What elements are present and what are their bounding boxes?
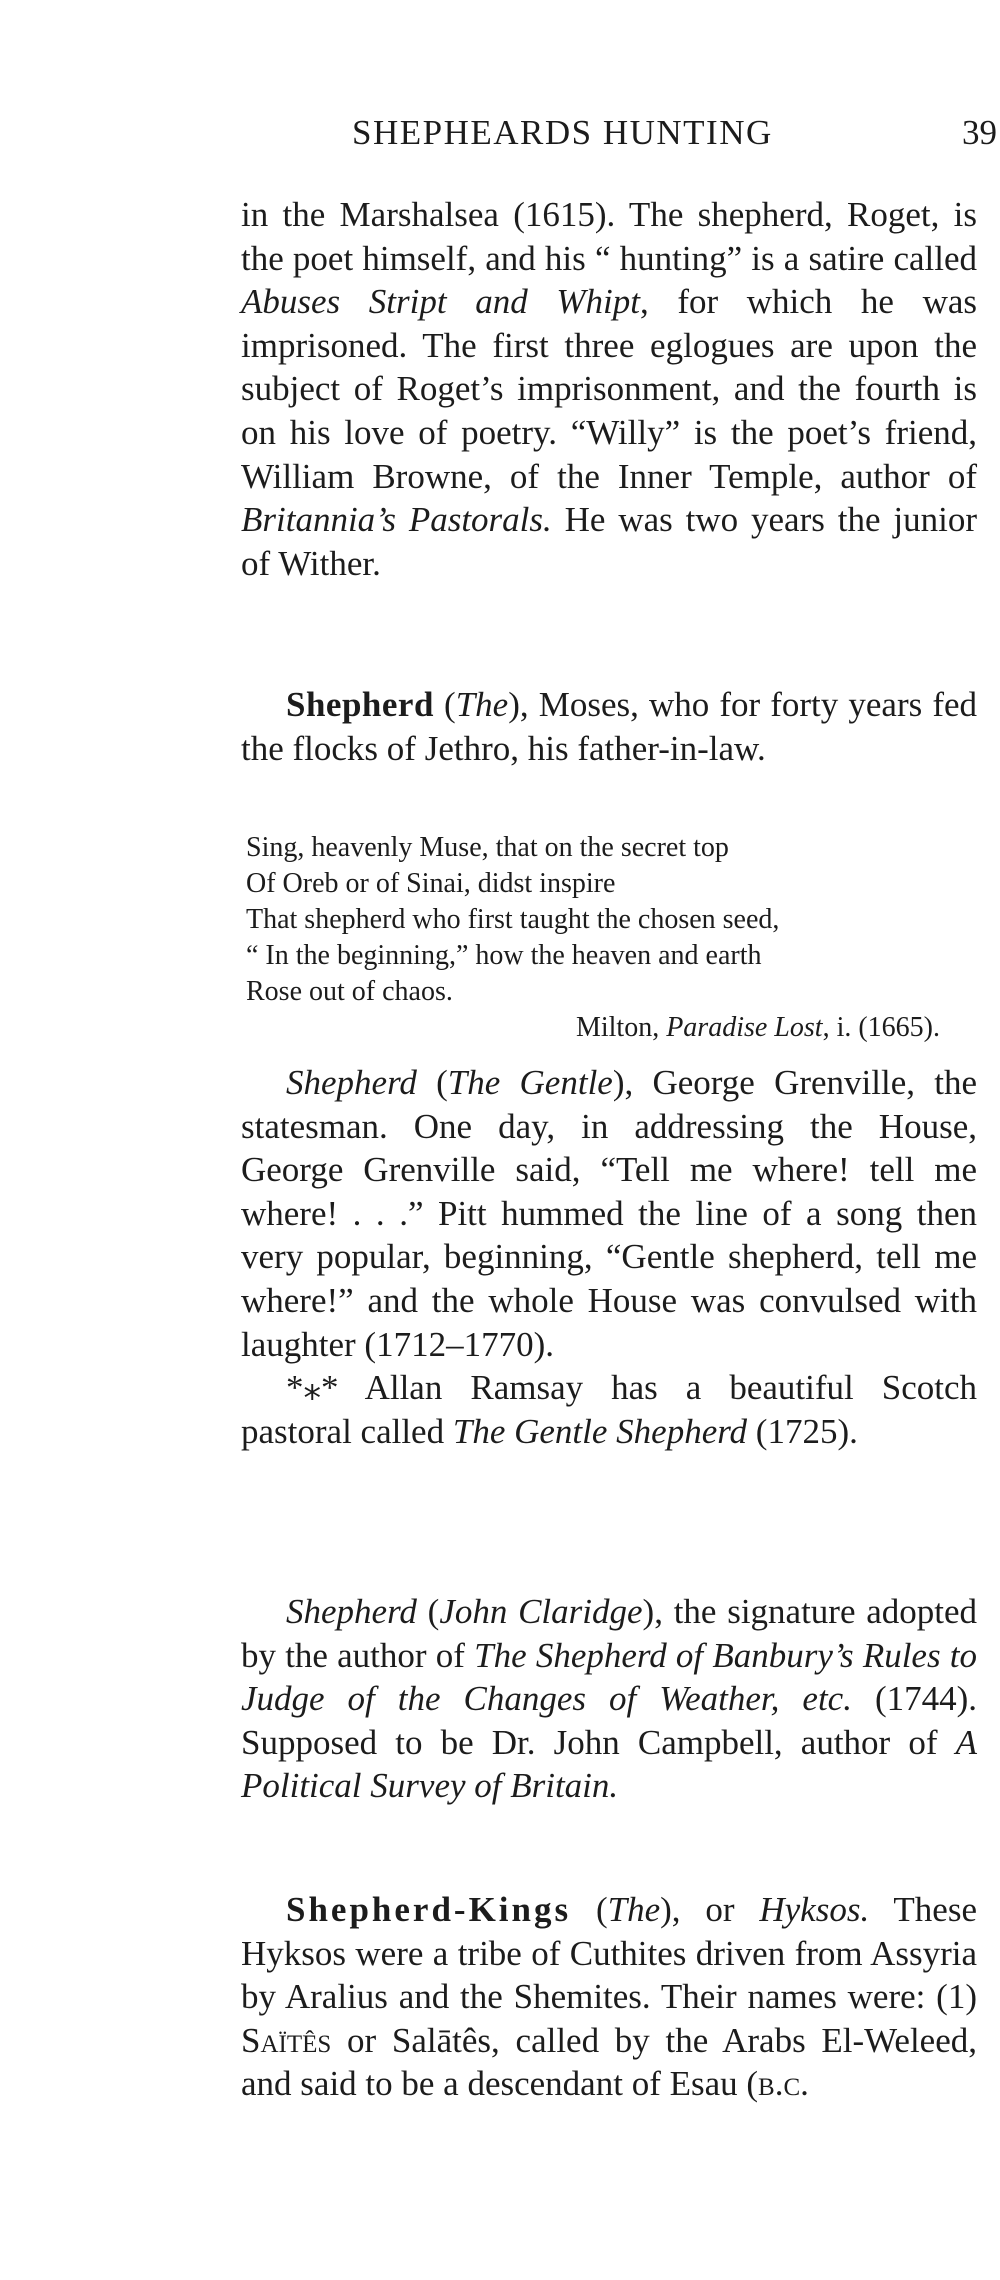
verse-line: “ In the beginning,” how the heaven and earth <box>246 940 762 971</box>
punct: ( <box>416 1063 448 1102</box>
body-text: , for which he was imprisoned. The first three eglogues are upon the subject of Roget’s imprisonment, and the fourth is on his love of poetry. “Willy” is the poet’s friend, William Browne, of the Inner Temple, author of <box>241 282 977 496</box>
king-name: Saïtês <box>241 2020 332 2060</box>
entry-continuation <box>241 193 977 585</box>
definition-text: ), or <box>660 1890 760 1929</box>
definition-text: (1744). Supposed to be Dr. John Campbell, author of <box>241 1679 977 1762</box>
note-text: Allan Ramsay has a beautiful Scotch pastoral called <box>241 1368 977 1451</box>
body-text: in the Marshalsea (1615). The shepherd, Roget, is the poet himself, and his “ hunting” is a satire called <box>241 195 977 278</box>
verse-line: That shepherd who first taught the chosen seed, <box>246 904 780 935</box>
attribution-work: Paradise Lost <box>666 1012 823 1043</box>
note-text: (1725). <box>747 1411 858 1451</box>
running-head-title: SHEPHEARDS HUNTING <box>352 113 773 152</box>
punct: ), <box>642 1592 674 1631</box>
verse-line: Sing, heavenly Muse, that on the secret top <box>246 832 729 863</box>
punct: ), <box>612 1063 653 1102</box>
headword-qualifier: The <box>607 1890 661 1929</box>
work-title: Britannia’s Pastorals. <box>241 500 552 540</box>
work-title: Abuses Stript and Whipt <box>241 282 640 322</box>
attribution-author: Milton, <box>575 1012 667 1043</box>
headword: Shepherd <box>286 1063 417 1102</box>
headword: Shepherd-Kings <box>286 1890 572 1929</box>
verse-line: Of Oreb or of Sinai, didst inspire <box>246 868 616 899</box>
punct: ( <box>571 1890 608 1929</box>
punct: ), <box>508 685 539 724</box>
headword-qualifier: The <box>455 685 509 724</box>
headword-qualifier: The Gentle <box>447 1063 613 1102</box>
headword-qualifier: John Claridge <box>439 1592 643 1631</box>
quote-attribution <box>246 1010 976 1046</box>
era-abbreviation: b.c. <box>758 2064 809 2104</box>
verse-quotation <box>246 830 976 1046</box>
entry-gentle-shepherd <box>241 1061 977 1453</box>
body-text: He was two years the junior of Wither. <box>241 500 977 583</box>
alt-name: Hyksos. <box>759 1890 870 1929</box>
headword: Shepherd <box>286 1592 417 1631</box>
punct: ( <box>433 685 456 724</box>
punct: ( <box>416 1592 440 1631</box>
definition-text: Moses, who for forty years fed the flocks of Jethro, his father-in-law. <box>241 685 978 768</box>
work-title: The Shepherd of Banbury’s Rules to Judge of the Changes of Weather, etc. <box>241 1635 978 1719</box>
attribution-rest: , i. (1665). <box>822 1012 940 1043</box>
note-marker: *⁎* <box>286 1368 339 1408</box>
entry-shepherd-kings <box>241 1888 977 2106</box>
definition-text: George Grenville, the statesman. One day, in addressing the House, George Grenville said, “Tell me where! tell me where! . . .” Pitt hummed the line of a song then very popular, beginning, “Gentle shepherd, tell me where!” and the whole House was convulsed with laughter (1712–1770). <box>241 1063 977 1364</box>
page-number: 39 <box>962 113 997 152</box>
definition-text: or Salātês, called by the Arabs El-Weleed, and said to be a descendant of Esau ( <box>241 2020 977 2104</box>
headword: Shepherd <box>286 685 434 724</box>
definition-text: These Hyksos were a tribe of Cuthites driven from Assyria by Aralius and the Shemites. Their names were: (1) <box>241 1890 977 2017</box>
entry-shepherd <box>241 683 977 770</box>
work-title: The Gentle Shepherd <box>452 1411 748 1451</box>
entry-john-claridge <box>241 1590 977 1808</box>
verse-line: Rose out of chaos. <box>246 976 453 1007</box>
definition-text: the signature adopted by the author of <box>241 1592 978 1675</box>
work-title: A Political Survey of Britain. <box>241 1722 977 1806</box>
